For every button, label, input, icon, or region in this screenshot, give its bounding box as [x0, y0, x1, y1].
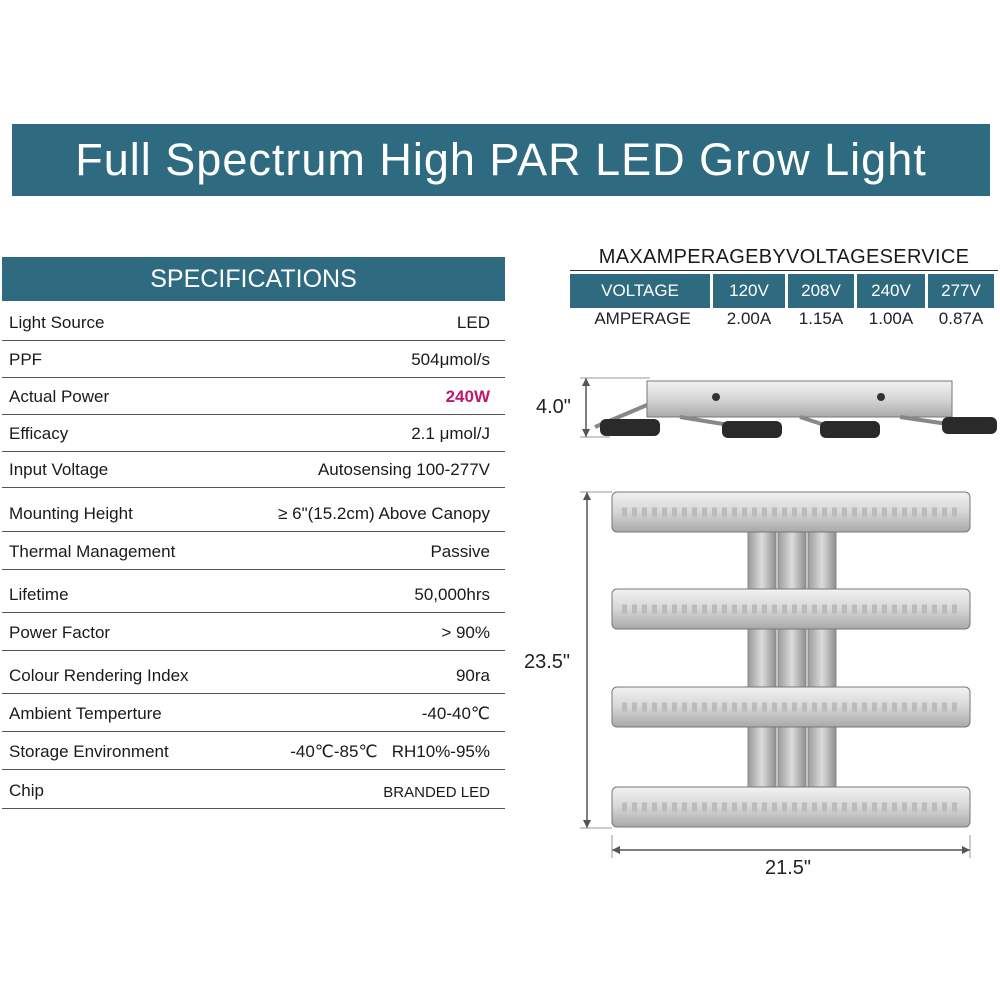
spec-label: Efficacy	[9, 424, 69, 443]
spec-value: 2.1 μmol/J	[411, 424, 490, 443]
spec-value: -40-40℃	[421, 704, 490, 723]
spec-value: LED	[456, 313, 490, 332]
spec-label: Mounting Height	[9, 504, 133, 523]
spec-value: Passive	[430, 542, 490, 561]
spec-value: > 90%	[441, 623, 490, 642]
spec-value: -40℃-85℃ RH10%-95%	[290, 742, 490, 761]
spec-label: PPF	[9, 350, 43, 369]
spec-label: Storage Environment	[9, 742, 169, 761]
spec-value: ≥ 6"(15.2cm) Above Canopy	[278, 504, 490, 523]
side-view-fixture	[595, 381, 997, 438]
light-bar	[612, 589, 970, 629]
spec-label: Light Source	[9, 313, 105, 332]
light-bar	[612, 492, 970, 532]
light-bar	[612, 787, 970, 827]
spec-value-highlight: 240W	[445, 387, 490, 406]
spec-label: Ambient Temperture	[9, 704, 162, 723]
amperage-value: 1.00A	[868, 309, 914, 328]
amperage-title: MAXAMPERAGEBYVOLTAGESERVICE	[570, 246, 998, 271]
spec-label: Colour Rendering Index	[9, 666, 189, 685]
length-dimension-marker	[580, 492, 612, 828]
light-bar	[612, 687, 970, 727]
width-dimension-label: 21.5"	[765, 857, 812, 879]
amperage-header-cell: 120V	[713, 274, 785, 308]
amperage-value: 1.15A	[798, 309, 844, 328]
spec-label: Power Factor	[9, 623, 111, 642]
width-dimension-marker	[612, 835, 970, 858]
amperage-value: 2.00A	[726, 309, 772, 328]
top-view-fixture	[612, 492, 970, 827]
spec-label: Lifetime	[9, 585, 69, 604]
spec-value: 504μmol/s	[411, 350, 490, 369]
amperage-header-cell: VOLTAGE	[570, 274, 710, 308]
amperage-header-cell: 208V	[788, 274, 854, 308]
specifications-header-label: SPECIFICATIONS	[150, 264, 357, 293]
amperage-header-cell: 277V	[928, 274, 994, 308]
spec-label: Chip	[9, 781, 44, 800]
spec-label: Actual Power	[9, 387, 110, 406]
length-dimension-label: 23.5"	[524, 651, 571, 673]
spec-value: Autosensing 100-277V	[317, 460, 490, 479]
page-title: Full Spectrum High PAR LED Grow Light	[75, 134, 927, 185]
spec-label: Thermal Management	[9, 542, 176, 561]
height-dimension-label: 4.0"	[536, 396, 571, 418]
amperage-value: 0.87A	[938, 309, 984, 328]
spec-value: 90ra	[455, 666, 490, 685]
spec-value: BRANDED LED	[383, 784, 490, 801]
spec-value: 50,000hrs	[414, 585, 490, 604]
spec-label: Input Voltage	[9, 460, 109, 479]
amperage-header-cell: 240V	[857, 274, 925, 308]
amperage-row-label: AMPERAGE	[594, 309, 691, 328]
